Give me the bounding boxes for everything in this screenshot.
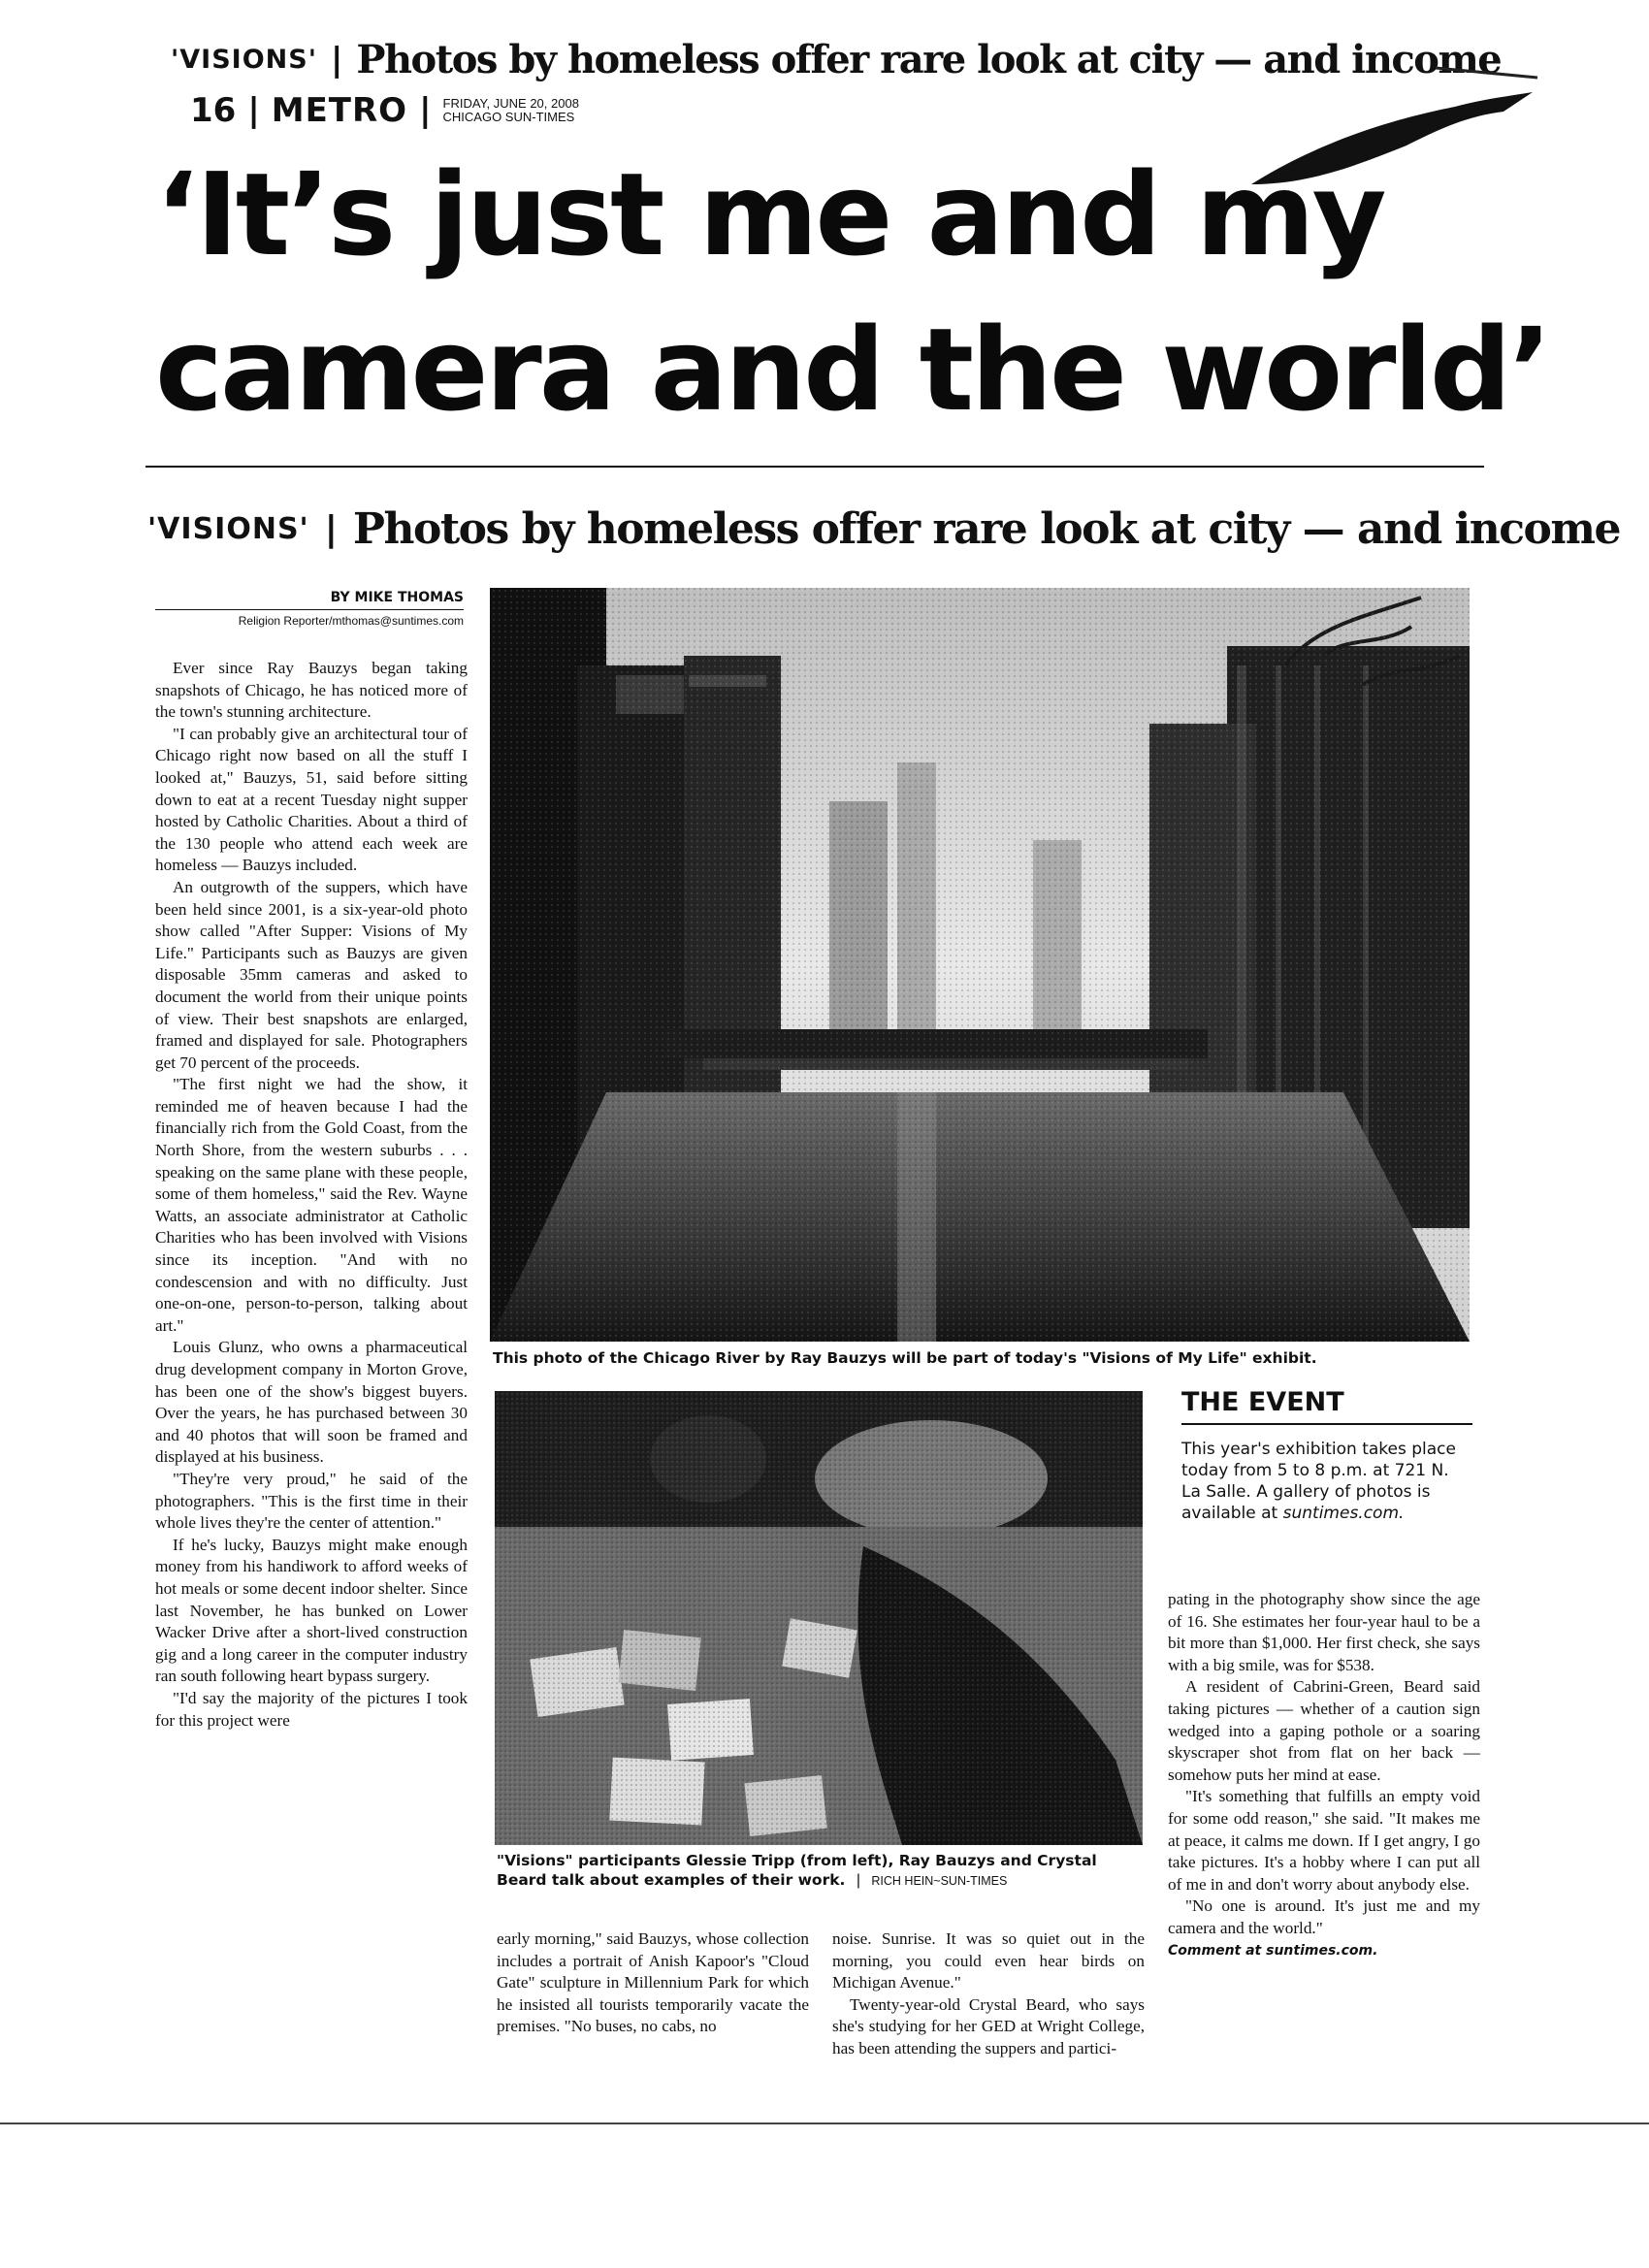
headline-rule (146, 466, 1484, 468)
paragraph: An outgrowth of the suppers, which have been held since 2001, is a six-year-old photo show called "After Supper: Visions of My Life." Participants such as Bauzys are given disposable 35mm cameras and asked to document the world from their unique points of view. Their best snapshots are enlarged, framed and displayed for sale. Photographers get 70 percent of the proceeds. (155, 877, 468, 1072)
photo-credit: RICH HEIN~SUN-TIMES (871, 1874, 1008, 1888)
paragraph: "It's something that fulfills an empty void for some odd reason," she said. "It makes me at peace, it calms me down. If I get angry, I go take pictures. It's a hobby where I can put all of me in and don't worry about anybody else. (1168, 1787, 1480, 1894)
sidebar-rule (1181, 1423, 1472, 1425)
second-photo-caption (497, 1851, 1145, 1891)
article-column-3 (832, 1928, 1145, 2084)
main-photo-caption: This photo of the Chicago River by Ray Bauzys will be part of today's "Visions of My Life" exhibit. (493, 1349, 1317, 1367)
paragraph: Ever since Ray Bauzys began taking snapshots of Chicago, he has noticed more of the town's stunning architecture. (155, 659, 468, 722)
paragraph: Louis Glunz, who owns a pharmaceutical drug development company in Morton Grove, has been one of the show's biggest buyers. Over the years, he has purchased between 30 and 40 photos that will soon be framed and displayed at his business. (155, 1338, 468, 1467)
sidebar-text: This year's exhibition takes place today from 5 to 8 p.m. at 721 N. La Salle. A gallery of photos is available at (1181, 1440, 1456, 1523)
participants-photo-icon (495, 1391, 1143, 1845)
second-photo (495, 1391, 1143, 1845)
article-column-1 (155, 658, 468, 2084)
headline-line-2: camera and the world’ (155, 303, 1550, 437)
photo-credit-separator: | (856, 1872, 860, 1889)
main-photo (490, 588, 1470, 1342)
top-banner-title: Photos by homeless offer rare look at city — and income (356, 37, 1502, 82)
paragraph: noise. Sunrise. It was so quiet out in the morning, you could even hear birds on Michigan Avenue." (832, 1929, 1145, 1993)
page-info (190, 91, 579, 136)
byline-role: Religion Reporter/mthomas@suntimes.com (238, 614, 464, 628)
section-label: METRO (271, 91, 408, 130)
page-info-sep-2: | (419, 91, 432, 130)
subhead-label: 'VISIONS' (147, 512, 309, 546)
paragraph: "I'd say the majority of the pictures I took for this project were (155, 1688, 468, 1730)
date-block (443, 97, 579, 124)
river-photo-icon (490, 588, 1470, 1342)
subhead-separator: | (324, 509, 338, 549)
paper-name: CHICAGO SUN-TIMES (442, 110, 575, 124)
second-photo-caption-text: "Visions" participants Glessie Tripp (from left), Ray Bauzys and Crystal Beard talk about examples of their work. (497, 1852, 1097, 1889)
byline-author: BY MIKE THOMAS (330, 590, 464, 605)
event-sidebar (1181, 1387, 1472, 1524)
page-number: 16 (190, 91, 237, 130)
paragraph: "The first night we had the show, it reminded me of heaven because I had the financially rich from the Gold Coast, from the North Shore, from the western suburbs . . . speaking on the same plane with these people, some of them homeless," said the Rev. Wayne Watts, an associate administrator at Catholic Charities who has been involved with Visions since its inception. "And with no condescension and with no difficulty. Just one-on-one, person-to-person, talking about art." (155, 1075, 468, 1335)
byline-rule (155, 609, 464, 610)
paragraph: Twenty-year-old Crystal Beard, who says she's studying for her GED at Wright College, has been attending the suppers and partici- (832, 1994, 1145, 2057)
paragraph: A resident of Cabrini-Green, Beard said taking pictures — whether of a caution sign wedged into a gaping pothole or a soaring skyscraper shot from flat on her back — somehow puts her mind at ease. (1168, 1677, 1480, 1784)
paragraph: pating in the photography show since the age of 16. She estimates her four-year haul to be a bit more than $1,000. Her first check, she says with a big smile, was for $538. (1168, 1590, 1480, 1674)
top-banner-separator: | (330, 40, 343, 80)
paragraph: "No one is around. It's just me and my camera and the world." (1168, 1896, 1480, 1937)
issue-date: FRIDAY, JUNE 20, 2008 (442, 96, 579, 111)
sidebar-title: THE EVENT (1181, 1387, 1344, 1417)
sidebar-link[interactable]: suntimes.com. (1282, 1504, 1405, 1523)
comment-line[interactable]: Comment at suntimes.com. (1168, 1942, 1378, 1959)
byline (155, 590, 464, 628)
paragraph: "I can probably give an architectural tour of Chicago right now based on all the stuff I looked at," Bauzys, 51, said before sitting down to eat at a recent Tuesday night supper hosted by Catholic Charities. About a third of the 130 people who attend each week are homeless — Bauzys included. (155, 724, 468, 875)
subhead-title: Photos by homeless offer rare look at city — and income (352, 504, 1620, 554)
sidebar-body (1181, 1439, 1472, 1524)
article-column-4 (1168, 1589, 1480, 2093)
headline-line-1: ‘It’s just me and my (155, 147, 1384, 281)
paragraph: early morning," said Bauzys, whose collection includes a portrait of Anish Kapoor's "Cloud Gate" sculpture in Millennium Park for which he insisted all tourists temporarily vacate the premises. "No buses, no cabs, no (497, 1929, 809, 2036)
page-info-sep-1: | (247, 91, 260, 130)
paragraph: "They're very proud," he said of the photographers. "This is the first time in their whole lives they're the center of attention." (155, 1469, 468, 1533)
paragraph: If he's lucky, Bauzys might make enough money from his handiwork to afford weeks of hot meals or some decent indoor shelter. Since last November, he has bunked on Lower Wacker Drive after a short-lived construction gig and a long career in the computer industry ran south following heart bypass surgery. (155, 1535, 468, 1686)
subhead (147, 504, 1620, 554)
article-column-2 (497, 1928, 809, 2084)
top-banner-label: 'VISIONS' (171, 45, 317, 75)
page-bottom-rule (0, 2122, 1649, 2124)
